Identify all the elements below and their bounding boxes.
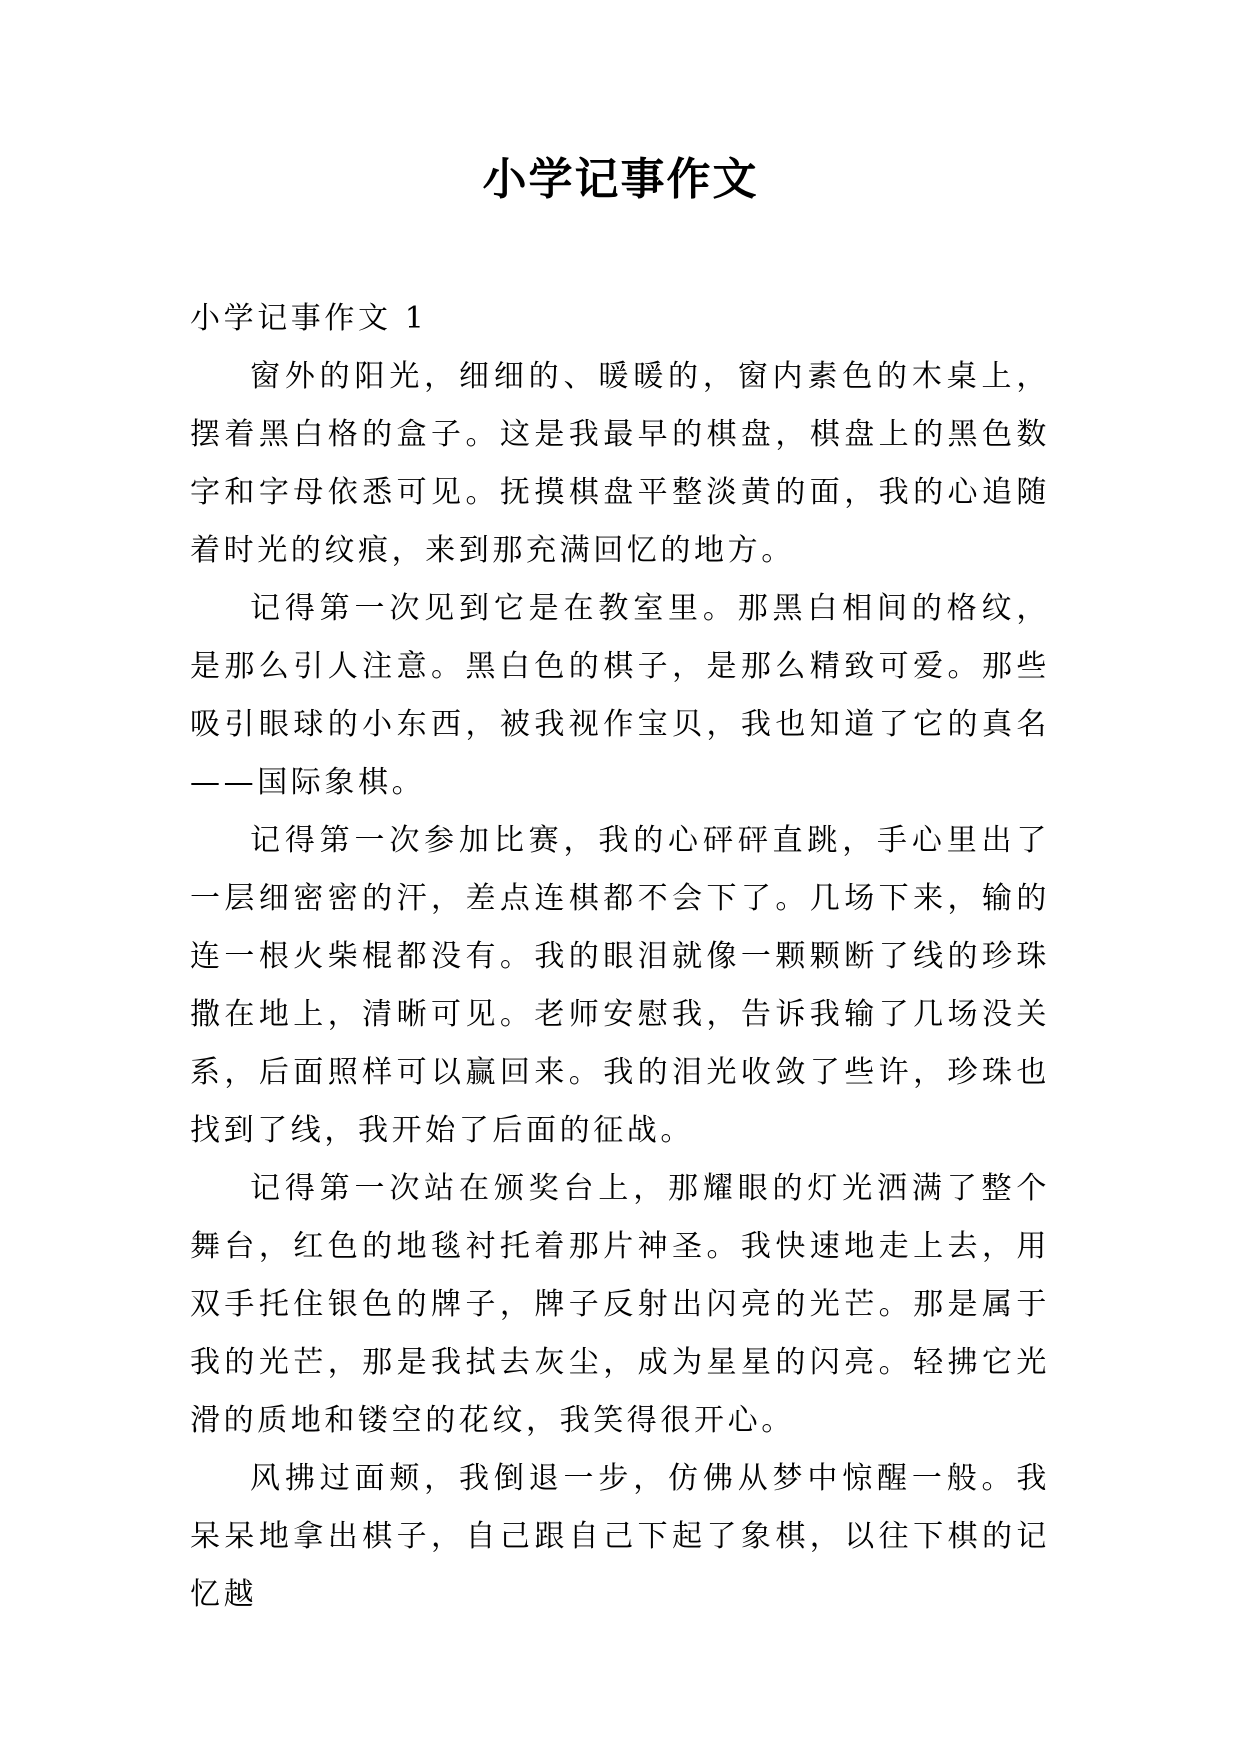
- document-body: [190, 290, 1050, 1624]
- document-title: 小学记事作文: [482, 154, 759, 205]
- paragraph: 记得第一次站在颁奖台上，那耀眼的灯光洒满了整个舞台，红色的地毯衬托着那片神圣。我快速地走上去，用双手托住银色的牌子，牌子反射出闪亮的光芒。那是属于我的光芒，那是我拭去灰尘，成为星星的闪亮。轻拂它光滑的质地和镂空的花纹，我笑得很开心。: [190, 1171, 1050, 1438]
- paragraph: 窗外的阳光，细细的、暖暖的，窗内素色的木桌上，摆着黑白格的盒子。这是我最早的棋盘，棋盘上的黑色数字和字母依悉可见。抚摸棋盘平整淡黄的面，我的心追随着时光的纹痕，来到那充满回忆的地方。: [190, 359, 1050, 568]
- section-heading: 小学记事作文 1: [190, 301, 428, 336]
- paragraph: 记得第一次见到它是在教室里。那黑白相间的格纹，是那么引人注意。黑白色的棋子，是那么精致可爱。那些吸引眼球的小东西，被我视作宝贝，我也知道了它的真名——国际象棋。: [190, 591, 1050, 800]
- paragraph: 记得第一次参加比赛，我的心砰砰直跳，手心里出了一层细密密的汗，差点连棋都不会下了。几场下来，输的连一根火柴棍都没有。我的眼泪就像一颗颗断了线的珍珠撒在地上，清晰可见。老师安慰我，告诉我输了几场没关系，后面照样可以赢回来。我的泪光收敛了些许，珍珠也找到了线，我开始了后面的征战。: [190, 823, 1050, 1148]
- paragraph: 风拂过面颊，我倒退一步，仿佛从梦中惊醒一般。我呆呆地拿出棋子，自己跟自己下起了象棋，以往下棋的记忆越: [190, 1461, 1050, 1612]
